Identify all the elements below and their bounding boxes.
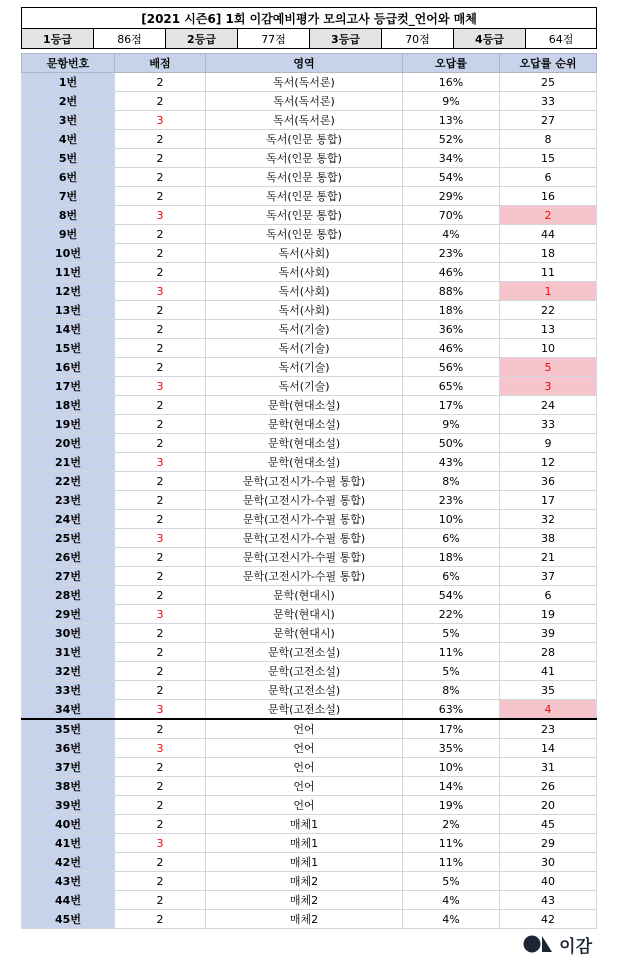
question-points: 2 — [115, 872, 206, 891]
error-rate: 46% — [403, 263, 500, 282]
question-points: 2 — [115, 910, 206, 929]
table-row — [22, 301, 597, 320]
question-points: 2 — [115, 187, 206, 206]
column-header-area: 영역 — [206, 54, 403, 73]
error-rate: 29% — [403, 187, 500, 206]
question-points: 2 — [115, 415, 206, 434]
table-row — [22, 206, 597, 225]
error-rate: 88% — [403, 282, 500, 301]
error-rank: 18 — [500, 244, 597, 263]
question-area: 문학(고전시가-수필 통합) — [206, 548, 403, 567]
question-number: 42번 — [22, 853, 115, 872]
table-row — [22, 796, 597, 815]
question-points: 2 — [115, 815, 206, 834]
logo-text: 이감 — [559, 936, 592, 957]
error-rate: 4% — [403, 910, 500, 929]
error-rank: 29 — [500, 834, 597, 853]
error-rate: 5% — [403, 624, 500, 643]
error-rank: 36 — [500, 472, 597, 491]
error-rank: 13 — [500, 320, 597, 339]
error-rate: 46% — [403, 339, 500, 358]
table-row — [22, 320, 597, 339]
error-rate: 16% — [403, 73, 500, 92]
error-rank: 17 — [500, 491, 597, 510]
column-header-points: 배점 — [115, 54, 206, 73]
question-area: 독서(사회) — [206, 263, 403, 282]
question-number: 11번 — [22, 263, 115, 282]
table-row — [22, 834, 597, 853]
question-area: 매체1 — [206, 853, 403, 872]
error-rank: 2 — [500, 206, 597, 225]
question-area: 문학(고전시가-수필 통합) — [206, 510, 403, 529]
question-points: 2 — [115, 301, 206, 320]
question-area: 문학(현대소설) — [206, 415, 403, 434]
question-area: 문학(현대소설) — [206, 453, 403, 472]
table-row — [22, 910, 597, 929]
question-area: 독서(독서론) — [206, 73, 403, 92]
question-points: 3 — [115, 377, 206, 396]
error-rate: 17% — [403, 396, 500, 415]
table-row — [22, 396, 597, 415]
error-rate: 13% — [403, 111, 500, 130]
table-row — [22, 282, 597, 301]
error-rate: 19% — [403, 796, 500, 815]
column-header-error-rank: 오답률 순위 — [500, 54, 597, 73]
question-points: 2 — [115, 225, 206, 244]
question-area: 독서(인문 통합) — [206, 225, 403, 244]
question-number: 23번 — [22, 491, 115, 510]
table-row — [22, 415, 597, 434]
error-rate: 54% — [403, 586, 500, 605]
error-rank: 28 — [500, 643, 597, 662]
question-area: 문학(현대시) — [206, 624, 403, 643]
question-number: 36번 — [22, 739, 115, 758]
question-number: 41번 — [22, 834, 115, 853]
question-area: 독서(기술) — [206, 339, 403, 358]
error-rate: 70% — [403, 206, 500, 225]
error-rate: 2% — [403, 815, 500, 834]
error-rank: 6 — [500, 586, 597, 605]
question-number: 19번 — [22, 415, 115, 434]
igam-logo-icon — [523, 935, 553, 953]
grade-label: 1등급 — [22, 29, 94, 49]
error-rate: 36% — [403, 320, 500, 339]
question-number: 20번 — [22, 434, 115, 453]
question-number: 14번 — [22, 320, 115, 339]
error-rate: 43% — [403, 453, 500, 472]
question-points: 2 — [115, 567, 206, 586]
error-rank: 6 — [500, 168, 597, 187]
error-rank: 14 — [500, 739, 597, 758]
table-row — [22, 263, 597, 282]
question-points: 2 — [115, 149, 206, 168]
question-number: 2번 — [22, 92, 115, 111]
question-area: 문학(현대시) — [206, 605, 403, 624]
question-points: 2 — [115, 681, 206, 700]
question-area: 문학(고전시가-수필 통합) — [206, 491, 403, 510]
question-area: 독서(기술) — [206, 320, 403, 339]
error-rank: 25 — [500, 73, 597, 92]
question-number: 25번 — [22, 529, 115, 548]
question-area: 독서(인문 통합) — [206, 130, 403, 149]
error-rate: 23% — [403, 491, 500, 510]
error-rate: 5% — [403, 662, 500, 681]
table-row — [22, 92, 597, 111]
error-rate: 23% — [403, 244, 500, 263]
question-area: 매체2 — [206, 910, 403, 929]
error-rank: 38 — [500, 529, 597, 548]
question-number: 44번 — [22, 891, 115, 910]
question-number: 38번 — [22, 777, 115, 796]
question-area: 문학(현대시) — [206, 586, 403, 605]
table-row — [22, 187, 597, 206]
table-row — [22, 472, 597, 491]
grade-cut-header — [21, 7, 597, 49]
table-row — [22, 111, 597, 130]
error-rank: 37 — [500, 567, 597, 586]
question-points: 2 — [115, 244, 206, 263]
column-header-error-rate: 오답률 — [403, 54, 500, 73]
question-area: 문학(고전소설) — [206, 643, 403, 662]
question-points: 2 — [115, 339, 206, 358]
question-area: 독서(사회) — [206, 282, 403, 301]
error-rank: 39 — [500, 624, 597, 643]
question-number: 7번 — [22, 187, 115, 206]
question-area: 독서(인문 통합) — [206, 187, 403, 206]
error-rank: 8 — [500, 130, 597, 149]
error-rate: 4% — [403, 891, 500, 910]
error-rank: 3 — [500, 377, 597, 396]
error-rank: 41 — [500, 662, 597, 681]
question-area: 독서(인문 통합) — [206, 168, 403, 187]
question-area: 언어 — [206, 739, 403, 758]
question-number: 3번 — [22, 111, 115, 130]
table-row — [22, 719, 597, 739]
question-points: 2 — [115, 263, 206, 282]
question-number: 12번 — [22, 282, 115, 301]
error-rank: 31 — [500, 758, 597, 777]
table-row — [22, 700, 597, 720]
question-number: 26번 — [22, 548, 115, 567]
question-points: 2 — [115, 853, 206, 872]
error-rank: 44 — [500, 225, 597, 244]
question-area: 매체2 — [206, 872, 403, 891]
question-number: 17번 — [22, 377, 115, 396]
error-rate: 17% — [403, 719, 500, 739]
table-row — [22, 130, 597, 149]
error-rank: 23 — [500, 719, 597, 739]
question-number: 43번 — [22, 872, 115, 891]
question-points: 2 — [115, 548, 206, 567]
table-row — [22, 225, 597, 244]
question-number: 6번 — [22, 168, 115, 187]
question-area: 매체1 — [206, 834, 403, 853]
question-points: 3 — [115, 739, 206, 758]
table-row — [22, 339, 597, 358]
table-row — [22, 491, 597, 510]
question-area: 언어 — [206, 777, 403, 796]
table-row — [22, 358, 597, 377]
question-points: 2 — [115, 777, 206, 796]
question-points: 2 — [115, 758, 206, 777]
question-points: 2 — [115, 396, 206, 415]
error-rate: 4% — [403, 225, 500, 244]
question-points: 3 — [115, 453, 206, 472]
question-number: 34번 — [22, 700, 115, 720]
error-rate: 11% — [403, 834, 500, 853]
question-points: 2 — [115, 891, 206, 910]
error-rank: 42 — [500, 910, 597, 929]
question-number: 45번 — [22, 910, 115, 929]
table-row — [22, 168, 597, 187]
question-area: 문학(고전시가-수필 통합) — [206, 529, 403, 548]
error-rate: 9% — [403, 92, 500, 111]
error-rank: 33 — [500, 92, 597, 111]
question-points: 2 — [115, 796, 206, 815]
document — [21, 7, 596, 929]
question-number: 1번 — [22, 73, 115, 92]
question-area: 언어 — [206, 758, 403, 777]
error-rate: 14% — [403, 777, 500, 796]
table-row — [22, 872, 597, 891]
table-body — [22, 73, 597, 929]
table-row — [22, 149, 597, 168]
error-rank: 30 — [500, 853, 597, 872]
question-number: 10번 — [22, 244, 115, 263]
table-row — [22, 244, 597, 263]
table-row — [22, 853, 597, 872]
error-rank: 27 — [500, 111, 597, 130]
error-rate: 18% — [403, 301, 500, 320]
error-rate: 54% — [403, 168, 500, 187]
grade-label: 4등급 — [454, 29, 526, 49]
question-area: 독서(독서론) — [206, 111, 403, 130]
question-number: 22번 — [22, 472, 115, 491]
question-points: 2 — [115, 92, 206, 111]
question-points: 3 — [115, 529, 206, 548]
error-rank: 11 — [500, 263, 597, 282]
question-points: 3 — [115, 834, 206, 853]
question-points: 2 — [115, 662, 206, 681]
error-rate: 35% — [403, 739, 500, 758]
error-rank: 1 — [500, 282, 597, 301]
question-area: 독서(기술) — [206, 377, 403, 396]
question-number: 28번 — [22, 586, 115, 605]
brand-logo — [523, 933, 592, 955]
question-area: 문학(현대소설) — [206, 434, 403, 453]
table-row — [22, 891, 597, 910]
error-rate: 52% — [403, 130, 500, 149]
question-points: 2 — [115, 168, 206, 187]
table-row — [22, 586, 597, 605]
table-row — [22, 567, 597, 586]
question-area: 문학(고전시가-수필 통합) — [206, 567, 403, 586]
question-points: 2 — [115, 472, 206, 491]
question-area: 문학(고전소설) — [206, 681, 403, 700]
question-points: 2 — [115, 434, 206, 453]
question-area: 독서(사회) — [206, 244, 403, 263]
question-points: 2 — [115, 510, 206, 529]
question-points: 2 — [115, 643, 206, 662]
question-number: 39번 — [22, 796, 115, 815]
error-rank: 12 — [500, 453, 597, 472]
question-points: 2 — [115, 358, 206, 377]
table-row — [22, 434, 597, 453]
error-rate: 6% — [403, 567, 500, 586]
table-row — [22, 643, 597, 662]
question-points: 2 — [115, 130, 206, 149]
table-row — [22, 681, 597, 700]
error-rate: 5% — [403, 872, 500, 891]
grade-score: 70점 — [382, 29, 454, 49]
grade-score: 64점 — [526, 29, 597, 49]
error-rank: 21 — [500, 548, 597, 567]
error-rate: 18% — [403, 548, 500, 567]
error-rank: 10 — [500, 339, 597, 358]
error-rate: 34% — [403, 149, 500, 168]
question-points: 2 — [115, 491, 206, 510]
error-rank: 4 — [500, 700, 597, 720]
question-points: 3 — [115, 700, 206, 720]
page-title: [2021 시즌6] 1회 이감예비평가 모의고사 등급컷_언어와 매체 — [22, 8, 597, 29]
question-area: 문학(고전소설) — [206, 662, 403, 681]
question-number: 16번 — [22, 358, 115, 377]
table-row — [22, 815, 597, 834]
grade-score: 77점 — [238, 29, 310, 49]
error-rate: 8% — [403, 472, 500, 491]
question-points: 2 — [115, 73, 206, 92]
question-number: 13번 — [22, 301, 115, 320]
question-number: 24번 — [22, 510, 115, 529]
error-rank: 15 — [500, 149, 597, 168]
error-rank: 9 — [500, 434, 597, 453]
error-rank: 26 — [500, 777, 597, 796]
question-number: 31번 — [22, 643, 115, 662]
table-row — [22, 548, 597, 567]
error-rate: 50% — [403, 434, 500, 453]
question-points: 3 — [115, 282, 206, 301]
table-row — [22, 73, 597, 92]
grade-label: 2등급 — [166, 29, 238, 49]
error-rank: 40 — [500, 872, 597, 891]
question-number: 40번 — [22, 815, 115, 834]
table-row — [22, 739, 597, 758]
question-points: 3 — [115, 111, 206, 130]
error-rank: 35 — [500, 681, 597, 700]
table-row — [22, 777, 597, 796]
question-area: 독서(독서론) — [206, 92, 403, 111]
table-row — [22, 624, 597, 643]
error-rate: 8% — [403, 681, 500, 700]
question-number: 29번 — [22, 605, 115, 624]
grade-cut-row — [22, 29, 597, 49]
question-area: 독서(인문 통합) — [206, 206, 403, 225]
grade-score: 86점 — [94, 29, 166, 49]
question-table — [21, 53, 597, 929]
question-number: 4번 — [22, 130, 115, 149]
question-number: 37번 — [22, 758, 115, 777]
question-area: 문학(고전시가-수필 통합) — [206, 472, 403, 491]
table-row — [22, 758, 597, 777]
table-row — [22, 605, 597, 624]
table-row — [22, 510, 597, 529]
table-row — [22, 662, 597, 681]
question-area: 문학(고전소설) — [206, 700, 403, 720]
error-rank: 5 — [500, 358, 597, 377]
error-rank: 33 — [500, 415, 597, 434]
question-area: 독서(기술) — [206, 358, 403, 377]
error-rate: 56% — [403, 358, 500, 377]
question-number: 27번 — [22, 567, 115, 586]
error-rank: 22 — [500, 301, 597, 320]
column-header-number: 문항번호 — [22, 54, 115, 73]
error-rate: 22% — [403, 605, 500, 624]
error-rank: 43 — [500, 891, 597, 910]
question-number: 33번 — [22, 681, 115, 700]
error-rate: 6% — [403, 529, 500, 548]
error-rate: 9% — [403, 415, 500, 434]
question-points: 3 — [115, 605, 206, 624]
error-rank: 16 — [500, 187, 597, 206]
question-points: 2 — [115, 624, 206, 643]
question-number: 8번 — [22, 206, 115, 225]
question-area: 문학(현대소설) — [206, 396, 403, 415]
question-points: 3 — [115, 206, 206, 225]
question-number: 18번 — [22, 396, 115, 415]
question-number: 21번 — [22, 453, 115, 472]
question-area: 언어 — [206, 719, 403, 739]
question-points: 2 — [115, 719, 206, 739]
error-rate: 63% — [403, 700, 500, 720]
error-rank: 32 — [500, 510, 597, 529]
question-number: 5번 — [22, 149, 115, 168]
question-area: 독서(인문 통합) — [206, 149, 403, 168]
table-header-row — [22, 54, 597, 73]
error-rank: 45 — [500, 815, 597, 834]
error-rate: 10% — [403, 758, 500, 777]
table-row — [22, 377, 597, 396]
error-rank: 20 — [500, 796, 597, 815]
error-rate: 65% — [403, 377, 500, 396]
table-row — [22, 529, 597, 548]
question-number: 9번 — [22, 225, 115, 244]
error-rate: 11% — [403, 643, 500, 662]
question-points: 2 — [115, 586, 206, 605]
error-rank: 24 — [500, 396, 597, 415]
question-points: 2 — [115, 320, 206, 339]
question-area: 매체1 — [206, 815, 403, 834]
question-area: 언어 — [206, 796, 403, 815]
question-area: 독서(사회) — [206, 301, 403, 320]
error-rate: 10% — [403, 510, 500, 529]
grade-label: 3등급 — [310, 29, 382, 49]
question-number: 30번 — [22, 624, 115, 643]
question-number: 32번 — [22, 662, 115, 681]
table-row — [22, 453, 597, 472]
error-rate: 11% — [403, 853, 500, 872]
question-number: 35번 — [22, 719, 115, 739]
question-area: 매체2 — [206, 891, 403, 910]
question-number: 15번 — [22, 339, 115, 358]
error-rank: 19 — [500, 605, 597, 624]
